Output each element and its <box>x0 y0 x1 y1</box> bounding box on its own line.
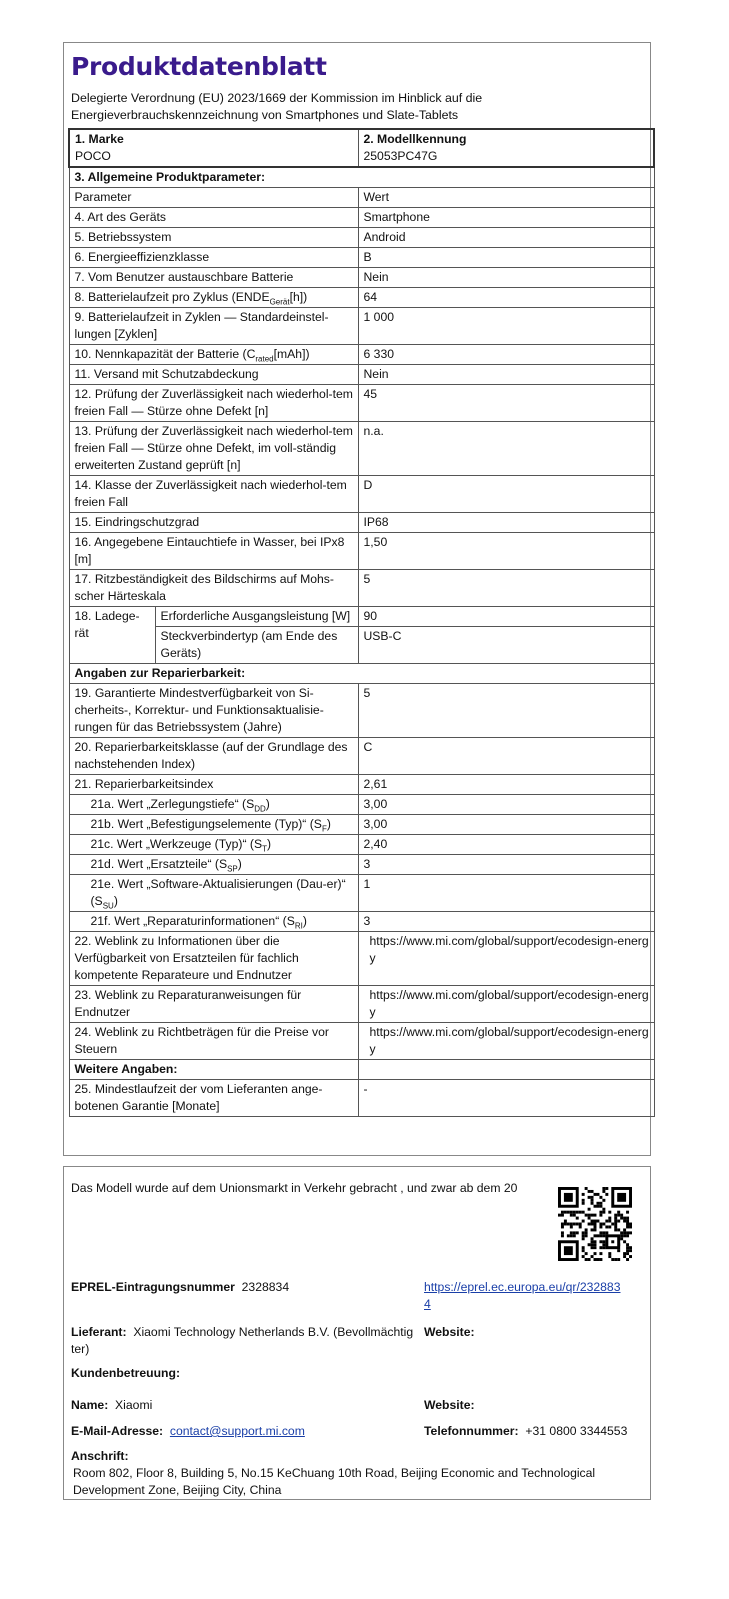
repair-sub-row <box>69 855 654 875</box>
support-website-label: Website: <box>424 1398 475 1412</box>
repair-sub-row <box>69 912 654 932</box>
email-label: E-Mail-Adresse: <box>71 1424 164 1438</box>
label-text: 21e. Wert „Software-Aktualisierungen (Dau-er)“ (S <box>90 877 346 908</box>
parameter-value: Nein <box>358 268 654 288</box>
charger-power-value: 90 <box>358 607 654 627</box>
parameter-row <box>69 570 654 607</box>
parameter-label <box>69 288 358 308</box>
parameter-row <box>69 268 654 288</box>
repair-label: 20. Reparierbarkeitsklasse (auf der Grundlage des nachstehenden Index) <box>69 738 358 775</box>
repair-value: 2,61 <box>358 775 654 795</box>
eprel-link-container <box>424 1279 624 1313</box>
label-text-end: [h]) <box>289 290 308 304</box>
charger-connector-label: Steckverbindertyp (am Ende des Geräts) <box>155 627 358 664</box>
parameter-row <box>69 422 654 476</box>
parameter-value: 1 000 <box>358 308 654 345</box>
brand-model-row <box>69 129 654 167</box>
label-subscript: F <box>321 824 327 834</box>
repair-sub-row <box>69 815 654 835</box>
product-data-sheet <box>63 42 651 1156</box>
supplier-website-label: Website: <box>424 1325 475 1339</box>
page-subtitle: Delegierte Verordnung (EU) 2023/1669 der Kommission im Hinblick auf die Energieverbrauchskennzeichnung von Smartphones und Slate-Tablets <box>71 91 483 122</box>
eprel-label: EPREL-Eintragungsnummer <box>71 1280 235 1294</box>
address-label: Anschrift: <box>71 1449 129 1463</box>
repair-sub-value: 3 <box>358 855 654 875</box>
eprel-registration <box>71 1279 289 1296</box>
parameter-label: 9. Batterielaufzeit in Zyklen — Standardeinstel-lungen [Zyklen] <box>69 308 358 345</box>
section-general-row <box>69 167 654 188</box>
label-text: 21a. Wert „Zerlegungstiefe“ (S <box>90 797 255 811</box>
repair-sub-label <box>69 855 358 875</box>
parameter-row <box>69 288 654 308</box>
weblink-row <box>69 932 654 986</box>
page-title: Produktdatenblatt <box>71 52 327 81</box>
label-subscript: T <box>262 844 267 854</box>
weblink-value[interactable]: https://www.mi.com/global/support/ecodesign-energy <box>358 986 654 1023</box>
weblink-value[interactable]: https://www.mi.com/global/support/ecodesign-energy <box>358 932 654 986</box>
weblink-label: 24. Weblink zu Richtbeträgen für die Preise vor Steuern <box>69 1023 358 1060</box>
repair-sub-row <box>69 875 654 912</box>
section-more-empty <box>358 1060 654 1080</box>
parameter-value: Nein <box>358 365 654 385</box>
parameter-label: 7. Vom Benutzer austauschbare Batterie <box>69 268 358 288</box>
repair-row <box>69 775 654 795</box>
parameter-row <box>69 228 654 248</box>
support-name <box>71 1397 152 1414</box>
parameter-label: 6. Energieeffizienzklasse <box>69 248 358 268</box>
parameter-label: 14. Klasse der Zuverlässigkeit nach wiederhol-tem freien Fall <box>69 476 358 513</box>
repair-label: 21. Reparierbarkeitsindex <box>69 775 358 795</box>
column-header-parameter: Parameter <box>69 188 358 208</box>
parameter-value: 64 <box>358 288 654 308</box>
repair-sub-label <box>69 795 358 815</box>
repair-sub-row <box>69 795 654 815</box>
brand-label: 1. Marke <box>75 132 124 146</box>
label-subscript: SU <box>102 901 114 911</box>
charger-connector-row <box>69 627 654 664</box>
more-row <box>69 1080 654 1117</box>
supplier-value: Xiaomi Technology Netherlands B.V. (Bevollmächtigter) <box>71 1325 414 1356</box>
email-link[interactable]: contact@support.mi.com <box>169 1424 305 1438</box>
repair-sub-value: 3,00 <box>358 795 654 815</box>
label-text: 21f. Wert „Reparaturinformationen“ (S <box>90 914 295 928</box>
charger-label: 18. Ladege-rät <box>69 607 155 664</box>
customer-support-heading: Kundenbetreuung: <box>71 1366 180 1380</box>
parameter-row <box>69 365 654 385</box>
repair-label: 19. Garantierte Mindestverfügbarkeit von Si-cherheits-, Korrektur- und Funktionsaktualisie-rungen für das Betriebssystem (Jahre) <box>69 684 358 738</box>
repair-sub-value: 3 <box>358 912 654 932</box>
parameter-row <box>69 513 654 533</box>
market-placement-text: Das Modell wurde auf dem Unionsmarkt in Verkehr gebracht , und zwar ab dem 20 <box>71 1181 518 1195</box>
charger-connector-value: USB-C <box>358 627 654 664</box>
qr-code-icon[interactable] <box>558 1187 632 1261</box>
section-general-heading: 3. Allgemeine Produktparameter: <box>69 167 654 188</box>
label-subscript: RI <box>294 921 303 931</box>
label-text-end: ) <box>266 837 272 851</box>
parameter-value: 6 330 <box>358 345 654 365</box>
parameter-label: 5. Betriebssystem <box>69 228 358 248</box>
label-text-end: ) <box>237 857 242 871</box>
parameter-value: D <box>358 476 654 513</box>
parameter-row <box>69 385 654 422</box>
repair-sub-label <box>69 875 358 912</box>
name-value: Xiaomi <box>115 1398 153 1412</box>
parameter-row <box>69 248 654 268</box>
repair-value: 5 <box>358 684 654 738</box>
phone-label: Telefonnummer: <box>424 1424 519 1438</box>
repair-row <box>69 738 654 775</box>
eprel-link[interactable]: https://eprel.ec.europa.eu/qr/2328834 <box>424 1280 621 1311</box>
label-text: 21d. Wert „Ersatzteile“ (S <box>90 857 228 871</box>
supplier-info-box <box>63 1166 651 1500</box>
section-more-row <box>69 1060 654 1080</box>
support-email <box>71 1423 305 1440</box>
model-value: 25053PC47G <box>363 149 438 163</box>
parameter-value: 45 <box>358 385 654 422</box>
more-value: - <box>358 1080 654 1117</box>
repair-sub-label <box>69 835 358 855</box>
support-phone <box>424 1423 627 1440</box>
parameter-row <box>69 308 654 345</box>
label-text: 10. Nennkapazität der Batterie (C <box>74 347 256 361</box>
repair-sub-value: 2,40 <box>358 835 654 855</box>
parameter-row <box>69 208 654 228</box>
parameter-value: Android <box>358 228 654 248</box>
parameter-label: 15. Eindringschutzgrad <box>69 513 358 533</box>
repair-sub-label <box>69 912 358 932</box>
parameter-value: 1,50 <box>358 533 654 570</box>
repair-sub-value: 1 <box>358 875 654 912</box>
label-text-end: [mAh]) <box>273 347 310 361</box>
charger-power-row <box>69 607 654 627</box>
weblink-label: 22. Weblink zu Informationen über die Verfügbarkeit von Ersatzteilen für fachlich kompetente Reparateure und Endnutzer <box>69 932 358 986</box>
label-text: 21c. Wert „Werkzeuge (Typ)“ (S <box>90 837 263 851</box>
phone-value: +31 0800 3344553 <box>525 1424 628 1438</box>
repair-sub-row <box>69 835 654 855</box>
parameter-label: 16. Angegebene Eintauchtiefe in Wasser, bei IPx8 [m] <box>69 533 358 570</box>
weblink-label: 23. Weblink zu Reparaturanweisungen für Endnutzer <box>69 986 358 1023</box>
weblink-row <box>69 986 654 1023</box>
parameter-label: 11. Versand mit Schutzabdeckung <box>69 365 358 385</box>
parameter-value: IP68 <box>358 513 654 533</box>
supplier-label: Lieferant: <box>71 1325 127 1339</box>
parameter-value: Smartphone <box>358 208 654 228</box>
label-text-end: ) <box>326 817 331 831</box>
weblink-value[interactable]: https://www.mi.com/global/support/ecodesign-energy <box>358 1023 654 1060</box>
parameter-value: n.a. <box>358 422 654 476</box>
column-header-value: Wert <box>358 188 654 208</box>
charger-power-label: Erforderliche Ausgangsleistung [W] <box>155 607 358 627</box>
more-label: 25. Mindestlaufzeit der vom Lieferanten ange-botenen Garantie [Monate] <box>69 1080 358 1117</box>
label-subscript: SP <box>227 864 238 874</box>
column-header-row <box>69 188 654 208</box>
repair-value: C <box>358 738 654 775</box>
supplier-info <box>71 1324 416 1358</box>
repair-sub-label <box>69 815 358 835</box>
label-text-end: ) <box>302 914 307 928</box>
parameter-row <box>69 476 654 513</box>
product-parameter-table <box>68 128 655 1117</box>
parameter-label <box>69 345 358 365</box>
repair-row <box>69 684 654 738</box>
parameter-value: 5 <box>358 570 654 607</box>
label-text: 8. Batterielaufzeit pro Zyklus (ENDE <box>74 290 270 304</box>
parameter-label: 13. Prüfung der Zuverlässigkeit nach wiederhol-tem freien Fall — Stürze ohne Defekt, im voll-ständig erweiterten Zustand geprüft [n] <box>69 422 358 476</box>
eprel-value: 2328834 <box>241 1280 290 1294</box>
repair-sub-value: 3,00 <box>358 815 654 835</box>
label-subscript: DD <box>254 804 266 814</box>
address-value: Room 802, Floor 8, Building 5, No.15 KeChuang 10th Road, Beijing Economic and Technological Development Zone, Beijing City, China <box>73 1466 596 1497</box>
parameter-label: 17. Ritzbeständigkeit des Bildschirms auf Mohs-scher Härteskala <box>69 570 358 607</box>
name-label: Name: <box>71 1398 109 1412</box>
model-label: 2. Modellkennung <box>363 132 467 146</box>
weblink-row <box>69 1023 654 1060</box>
parameter-row <box>69 345 654 365</box>
parameter-row <box>69 533 654 570</box>
label-subscript: rated <box>255 354 274 364</box>
brand-cell <box>69 129 358 167</box>
model-cell <box>358 129 654 167</box>
parameter-value: B <box>358 248 654 268</box>
parameter-label: 12. Prüfung der Zuverlässigkeit nach wiederhol-tem freien Fall — Stürze ohne Defekt [n] <box>69 385 358 422</box>
section-repair-row <box>69 664 654 684</box>
section-repair-heading: Angaben zur Reparierbarkeit: <box>69 664 654 684</box>
brand-value: POCO <box>75 149 111 163</box>
label-text: 21b. Wert „Befestigungselemente (Typ)“ (S <box>90 817 322 831</box>
label-text-end: ) <box>265 797 270 811</box>
parameter-label: 4. Art des Geräts <box>69 208 358 228</box>
label-subscript: Gerät <box>269 297 290 307</box>
label-text-end: ) <box>113 894 118 908</box>
section-more-heading: Weitere Angaben: <box>69 1060 358 1080</box>
